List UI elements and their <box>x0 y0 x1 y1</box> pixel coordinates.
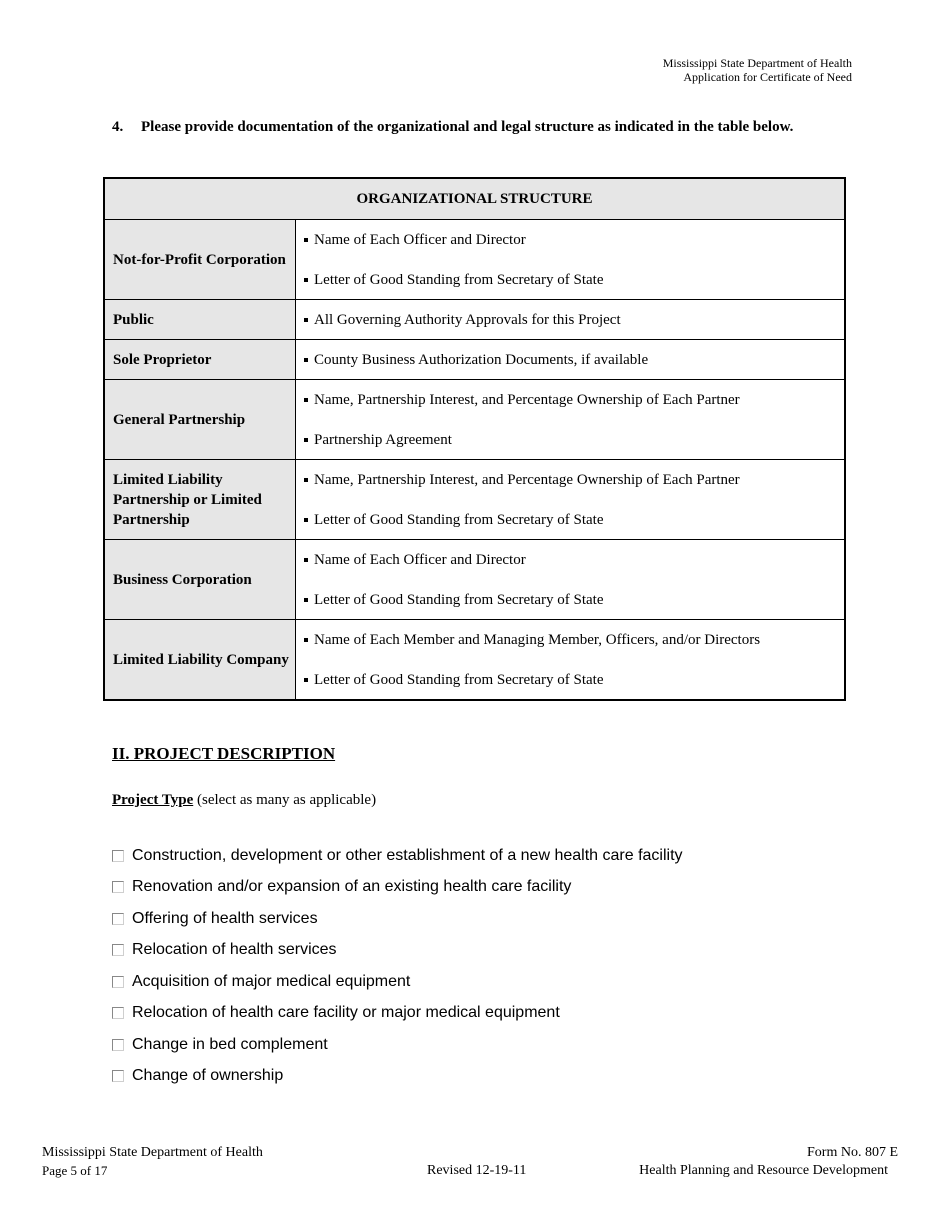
checkbox[interactable] <box>112 944 124 956</box>
row-label: Public <box>104 300 296 340</box>
checkbox[interactable] <box>112 913 124 925</box>
option-renovation-expansion[interactable]: Renovation and/or expansion of an existing health care facility <box>112 872 683 904</box>
bullet-icon <box>304 638 308 642</box>
footer-revised: Revised 12-19-11 <box>427 1163 527 1178</box>
page-number: Page 5 of 17 <box>42 1163 108 1178</box>
row-label: Limited Liability Partnership or Limited Partnership <box>104 460 296 540</box>
table-row <box>104 380 845 460</box>
bullet-icon <box>304 438 308 442</box>
page-header <box>663 56 852 84</box>
option-relocation-health-services[interactable]: Relocation of health services <box>112 935 683 967</box>
table-row <box>104 220 845 300</box>
list-item: Letter of Good Standing from Secretary of State <box>304 270 844 290</box>
project-type-label: Project Type <box>112 792 194 808</box>
bullet-icon <box>304 238 308 242</box>
footer-org: Mississippi State Department of Health <box>42 1145 263 1160</box>
checkbox[interactable] <box>112 976 124 988</box>
bullet-icon <box>304 518 308 522</box>
table-title: ORGANIZATIONAL STRUCTURE <box>104 178 845 220</box>
bullet-icon <box>304 598 308 602</box>
checkbox[interactable] <box>112 850 124 862</box>
table-row <box>104 460 845 540</box>
table-row <box>104 620 845 701</box>
row-label: Not-for-Profit Corporation <box>104 220 296 300</box>
header-org: Mississippi State Department of Health <box>662 56 852 70</box>
list-item: Letter of Good Standing from Secretary of State <box>304 590 844 610</box>
list-item: Name, Partnership Interest, and Percentage Ownership of Each Partner <box>304 470 844 490</box>
option-relocation-facility-equipment[interactable]: Relocation of health care facility or major medical equipment <box>112 998 683 1030</box>
question-text: Please provide documentation of the organizational and legal structure as indicated in the table below. <box>141 119 794 135</box>
section-title: II. PROJECT DESCRIPTION <box>112 744 336 763</box>
bullet-icon <box>304 318 308 322</box>
list-item: Letter of Good Standing from Secretary of State <box>304 510 844 530</box>
bullet-icon <box>304 478 308 482</box>
list-item: All Governing Authority Approvals for this Project <box>304 310 844 330</box>
footer-division: Health Planning and Resource Development <box>639 1163 888 1178</box>
question-4 <box>112 118 852 137</box>
list-item: Letter of Good Standing from Secretary of State <box>304 670 844 690</box>
bullet-icon <box>304 558 308 562</box>
table-row <box>104 300 845 340</box>
checkbox[interactable] <box>112 1070 124 1082</box>
bullet-icon <box>304 358 308 362</box>
header-form-title: Application for Certificate of Need <box>683 70 852 84</box>
table-row <box>104 540 845 620</box>
list-item: Name of Each Officer and Director <box>304 230 844 250</box>
row-label: General Partnership <box>104 380 296 460</box>
option-change-bed-complement[interactable]: Change in bed complement <box>112 1029 683 1061</box>
option-offering-health-services[interactable]: Offering of health services <box>112 903 683 935</box>
bullet-icon <box>304 398 308 402</box>
row-label: Sole Proprietor <box>104 340 296 380</box>
question-number: 4. <box>112 119 124 135</box>
list-item: Partnership Agreement <box>304 430 844 450</box>
checkbox[interactable] <box>112 1039 124 1051</box>
list-item: County Business Authorization Documents, if available <box>304 350 844 370</box>
bullet-icon <box>304 678 308 682</box>
option-acquisition-equipment[interactable]: Acquisition of major medical equipment <box>112 966 683 998</box>
footer-form-number: Form No. 807 E <box>807 1145 898 1160</box>
checkbox[interactable] <box>112 881 124 893</box>
option-change-ownership[interactable]: Change of ownership <box>112 1061 683 1093</box>
checkbox[interactable] <box>112 1007 124 1019</box>
table-row <box>104 340 845 380</box>
row-label: Limited Liability Company <box>104 620 296 701</box>
option-new-facility[interactable]: Construction, development or other establishment of a new health care facility <box>112 840 683 872</box>
list-item: Name of Each Member and Managing Member, Officers, and/or Directors <box>304 630 844 650</box>
project-type-hint: (select as many as applicable) <box>193 792 377 808</box>
project-type-heading <box>112 790 376 810</box>
bullet-icon <box>304 278 308 282</box>
project-type-options <box>112 840 683 1092</box>
list-item: Name of Each Officer and Director <box>304 550 844 570</box>
list-item: Name, Partnership Interest, and Percentage Ownership of Each Partner <box>304 390 844 410</box>
row-label: Business Corporation <box>104 540 296 620</box>
organizational-structure-table <box>103 177 846 701</box>
